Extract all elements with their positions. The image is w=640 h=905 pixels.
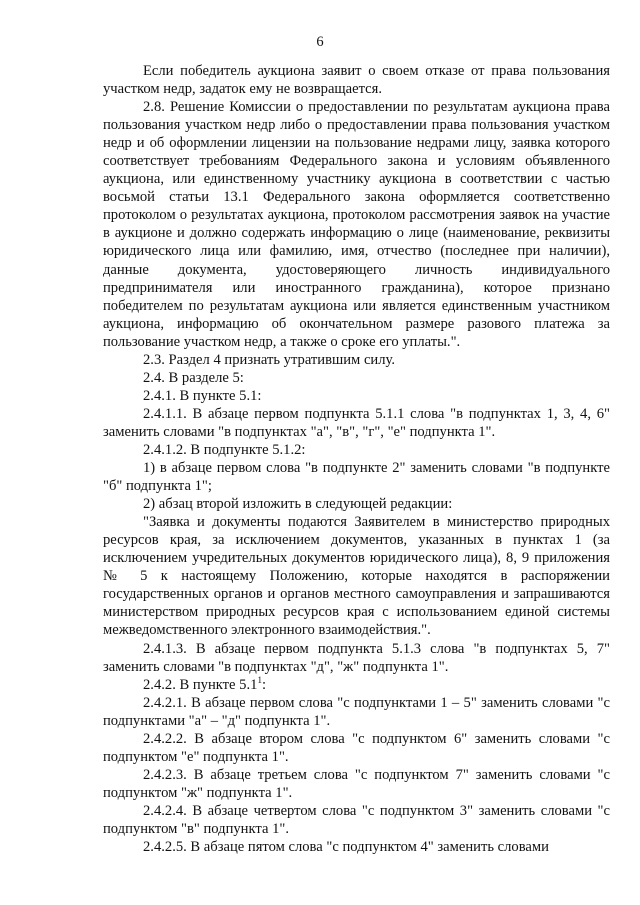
paragraph: 2.4.1. В пункте 5.1: — [143, 387, 262, 404]
paragraph-text: 2.4.2. В пункте 5.1 — [143, 676, 258, 693]
paragraph: 2.3. Раздел 4 признать утратившим силу. — [143, 351, 395, 368]
colon: : — [261, 676, 266, 693]
page-number: 6 — [316, 34, 324, 50]
paragraph: 2.4.1.1. В абзаце первом подпункта 5.1.1 слова "в подпунктах 1, 3, 4, 6" заменить словами "в подпунктах "а", "в", "г", "е" подпункта 1". — [103, 405, 610, 440]
paragraph: 2.4.2.4. В абзаце четвертом слова "с подпунктом 3" заменить словами "с подпунктом "в" подпункта 1". — [103, 802, 610, 837]
paragraph: "Заявка и документы подаются Заявителем в министерство природных ресурсов края, за исключением документов, указанных в пунктах 1 (за исключением учредительных документов юридического лица), 8, 9 приложения № 5 к настоящему Положению, которые находятся в распоряжении государственных органов и органов местного самоуправления и запрашиваются министерством природных ресурсов края с использованием единой системы межведомственного электронного взаимодействия.". — [103, 514, 610, 639]
paragraph: 2.4.2.3. В абзаце третьем слова "с подпунктом 7" заменить словами "с подпунктом "ж" подпункта 1". — [103, 766, 610, 801]
paragraph: 2.4.1.2. В подпункте 5.1.2: — [143, 441, 306, 458]
paragraph: 2.4.1.3. В абзаце первом подпункта 5.1.3 слова "в подпунктах 5, 7" заменить словами "в подпунктах "д", "ж" подпункта 1". — [103, 640, 610, 675]
paragraph: 2.4.2.5. В абзаце пятом слова "с подпунктом 4" заменить словами — [143, 839, 549, 856]
paragraph: 2.8. Решение Комиссии о предоставлении по результатам аукциона права пользования участком недр либо о предоставлении права пользования участком недр и об оформлении лицензии на пользование недрами лицу, заявка которого соответствует требованиям Федерального закона и условиям объявленного аукциона, или единственному участнику аукциона в соответствии с частью восьмой статьи 13.1 Федерального закона оформляется соответственно протоколом о результатах аукциона, протоколом рассмотрения заявок на участие в аукционе и должно содержать информацию о лице (наименование, реквизиты юридического лица или фамилию, имя, отчество (последнее при наличии), данные документа, удостоверяющего личность индивидуального предпринимателя или иностранного гражданина), которое признано победителем по результатам аукциона или является единственным участником аукциона, информацию об окончательном размере разового платежа за пользование участком недр, а также о сроке его уплаты.". — [103, 99, 610, 350]
paragraph: 2.4.2.1. В абзаце первом слова "с подпунктами 1 – 5" заменить словами "с подпунктами "а" – "д" подпункта 1". — [103, 694, 610, 729]
paragraph: 2.4.2.2. В абзаце втором слова "с подпунктом 6" заменить словами "с подпунктом "е" подпункта 1". — [103, 730, 610, 765]
paragraph: 1) в абзаце первом слова "в подпункте 2" заменить словами "в подпункте "б" подпункта 1"; — [103, 460, 610, 495]
paragraph: Если победитель аукциона заявит о своем отказе от права пользования участком недр, задаток ему не возвращается. — [103, 63, 610, 98]
paragraph-with-superscript — [103, 676, 610, 694]
paragraph: 2) абзац второй изложить в следующей редакции: — [143, 496, 453, 513]
paragraph: 2.4. В разделе 5: — [143, 369, 244, 386]
document-body — [103, 62, 610, 856]
superscript: 1 — [257, 674, 262, 685]
